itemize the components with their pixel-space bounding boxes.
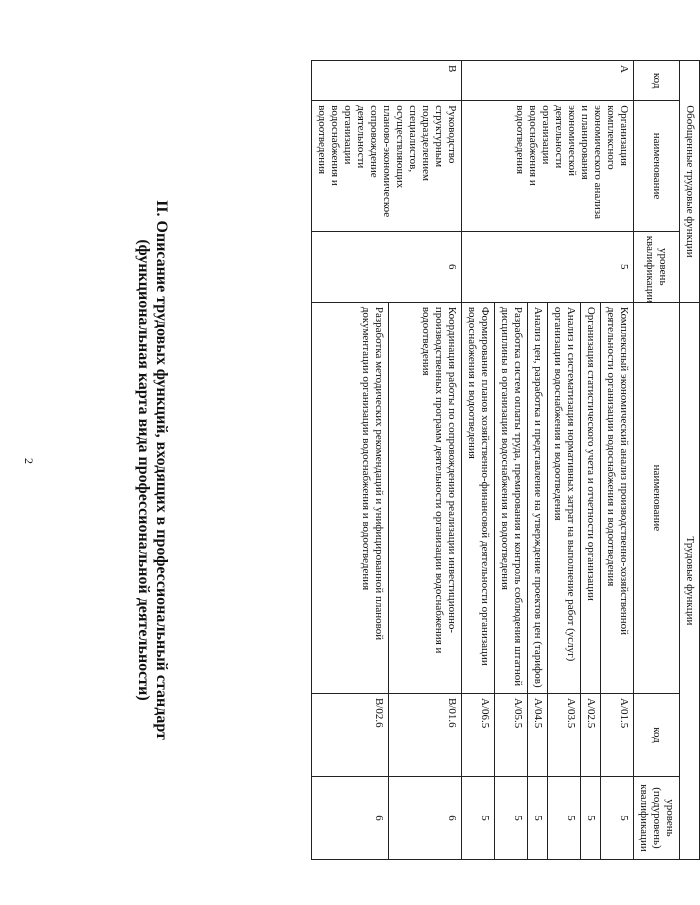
function-level: 5: [528, 776, 548, 859]
col-code: код: [634, 61, 680, 101]
group-code: А: [462, 61, 634, 101]
document-title: [134, 90, 170, 850]
function-code: В/01.6: [389, 694, 462, 777]
function-code: А/01.5: [601, 694, 634, 777]
function-code: А/04.5: [528, 694, 548, 777]
group-name: Организация комплексного экономического анализа и планирования экономической деятельности организации водоснабжения и водоотведения: [462, 101, 634, 231]
col-tf-level: уровень (подуровень) квалификации: [634, 776, 680, 859]
function-level: 5: [495, 776, 528, 859]
col-level: уровень квалификации: [634, 231, 680, 302]
function-name: Разработка методических рекомендаций и унифицированной плановой документации организации водоснабжения и водоотведения: [312, 302, 389, 693]
functions-table: [311, 60, 700, 860]
group-level: 5: [462, 231, 634, 302]
group-level: 6: [312, 231, 462, 302]
title-line-1: II. Описание трудовых функций, входящих в профессиональный стандарт: [153, 200, 170, 740]
function-level: 6: [389, 776, 462, 859]
function-code: А/06.5: [462, 694, 495, 777]
function-level: 6: [312, 776, 389, 859]
col-name: наименование: [634, 101, 680, 231]
table-row: [389, 61, 462, 860]
function-code: А/03.5: [548, 694, 581, 777]
function-name: Комплексный экономический анализ производственно-хозяйственной деятельности организации водоснабжения и водоотведения: [601, 302, 634, 693]
function-name: Анализ и систематизация нормативных затрат на выполнение работ (услуг) организации водоснабжения и водоотведения: [548, 302, 581, 693]
function-name: Формирование планов хозяйственно-финансовой деятельности организации водоснабжения и водоотведения: [462, 302, 495, 693]
header-generalized: Обобщенные трудовые функции: [680, 61, 700, 303]
col-tf-name: наименование: [634, 302, 680, 693]
group-code: В: [312, 61, 462, 101]
function-level: 5: [581, 776, 601, 859]
function-name: Разработка систем оплаты труда, премирования и контроль соблюдения штатной дисциплины в организации водоснабжения и водоотведения: [495, 302, 528, 693]
col-tf-code: код: [634, 694, 680, 777]
function-level: 5: [462, 776, 495, 859]
function-name: Организация статистического учета и отчетности организации: [581, 302, 601, 693]
header-labor: Трудовые функции: [680, 302, 700, 859]
function-code: А/05.5: [495, 694, 528, 777]
page-number: 2: [22, 458, 36, 464]
function-level: 5: [548, 776, 581, 859]
function-name: Анализ цен, разработка и представление на утверждение проектов цен (тарифов): [528, 302, 548, 693]
function-code: А/02.5: [581, 694, 601, 777]
function-code: В/02.6: [312, 694, 389, 777]
table-row: [601, 61, 634, 860]
rotated-page: [135, 50, 700, 870]
function-level: 5: [601, 776, 634, 859]
group-name: Руководство структурным подразделением специалистов, осуществляющих планово-экономическое сопровождение деятельности организации водоснабжения и водоотведения: [312, 101, 462, 231]
title-line-2: (функциональная карта вида профессиональной деятельности): [135, 239, 152, 701]
function-name: Координация работы по сопровождению реализации инвестиционно-производственных программ деятельности организации водоснабжения и водоотведения: [389, 302, 462, 693]
